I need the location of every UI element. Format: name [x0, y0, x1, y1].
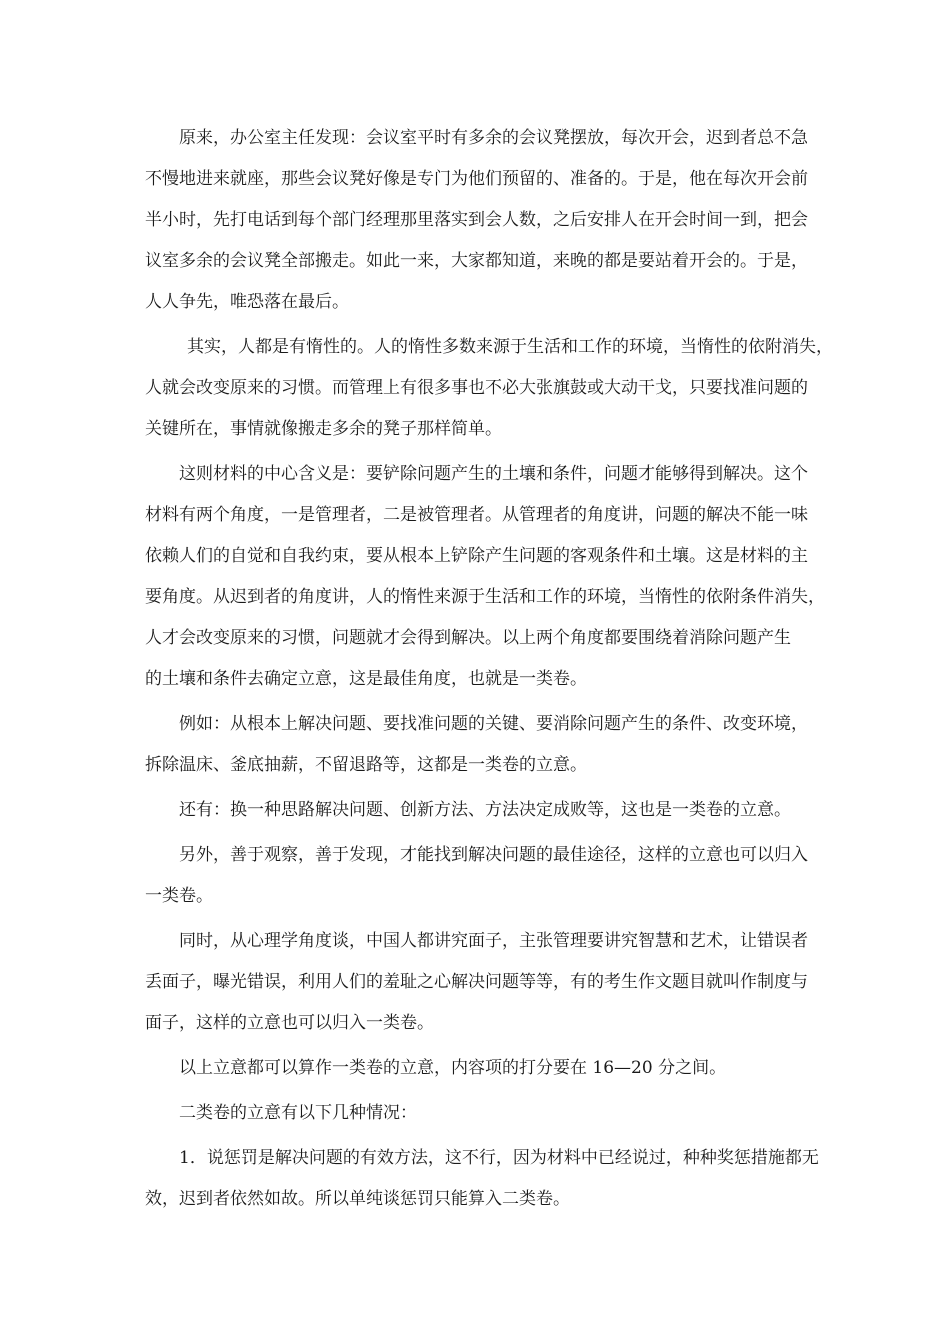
text-line: 以上立意都可以算作一类卷的立意，内容项的打分要在 16—20 分之间。: [179, 1058, 727, 1078]
text-line: 拆除温床、釜底抽薪，不留退路等，这都是一类卷的立意。: [145, 755, 587, 775]
text-line: 材料有两个角度，一是管理者，二是被管理者。从管理者的角度讲，问题的解决不能一味: [145, 505, 808, 525]
text-line: 关键所在，事情就像搬走多余的凳子那样简单。: [145, 419, 502, 439]
text-line: 丢面子，曝光错误，利用人们的羞耻之心解决问题等等，有的考生作文题目就叫作制度与: [145, 972, 808, 992]
paragraph: [145, 790, 825, 831]
text-line: 的土壤和条件去确定立意，这是最佳角度，也就是一类卷。: [145, 669, 587, 689]
text-line: 例如：从根本上解决问题、要找准问题的关键、要消除问题产生的条件、改变环境，: [179, 714, 808, 734]
text-line: 还有：换一种思路解决问题、创新方法、方法决定成败等，这也是一类卷的立意。: [179, 800, 791, 820]
text-line: 面子，这样的立意也可以归入一类卷。: [145, 1013, 434, 1033]
text-line: 不慢地进来就座，那些会议凳好像是专门为他们预留的、准备的。于是，他在每次开会前: [145, 169, 808, 189]
paragraph: [145, 1048, 825, 1089]
text-line: 人人争先，唯恐落在最后。: [145, 292, 349, 312]
text-line: 一类卷。: [145, 886, 213, 906]
paragraph: [145, 835, 825, 917]
text-line: 议室多余的会议凳全部搬走。如此一来，大家都知道，来晚的都是要站着开会的。于是，: [145, 251, 808, 271]
text-line: 这则材料的中心含义是：要铲除问题产生的土壤和条件，问题才能够得到解决。这个: [179, 464, 808, 484]
paragraph: [145, 921, 825, 1044]
paragraph: [145, 1138, 825, 1220]
text-line: 人就会改变原来的习惯。而管理上有很多事也不必大张旗鼓或大动干戈，只要找准问题的: [145, 378, 808, 398]
text-line: 原来，办公室主任发现：会议室平时有多余的会议凳摆放，每次开会，迟到者总不急: [179, 128, 808, 148]
paragraph: [145, 327, 833, 450]
text-line: 依赖人们的自觉和自我约束，要从根本上铲除产生问题的客观条件和土壤。这是材料的主: [145, 546, 808, 566]
paragraph: [145, 1093, 825, 1134]
paragraph: [145, 454, 825, 700]
text-line: 1．说惩罚是解决问题的有效方法，这不行，因为材料中已经说过，种种奖惩措施都无: [179, 1148, 819, 1168]
document-body: [145, 118, 833, 1224]
text-line: 同时，从心理学角度谈，中国人都讲究面子，主张管理要讲究智慧和艺术，让错误者: [179, 931, 808, 951]
paragraph: [145, 118, 825, 323]
text-line: 二类卷的立意有以下几种情况：: [179, 1103, 417, 1123]
paragraph: [145, 704, 825, 786]
text-line: 另外，善于观察，善于发现，才能找到解决问题的最佳途径，这样的立意也可以归入: [179, 845, 808, 865]
text-line: 要角度。从迟到者的角度讲，人的惰性来源于生活和工作的环境，当惰性的依附条件消失，: [145, 587, 825, 607]
text-line: 半小时，先打电话到每个部门经理那里落实到会人数，之后安排人在开会时间一到，把会: [145, 210, 808, 230]
text-line: 人才会改变原来的习惯，问题就才会得到解决。以上两个角度都要围绕着消除问题产生: [145, 628, 791, 648]
text-line: 效，迟到者依然如故。所以单纯谈惩罚只能算入二类卷。: [145, 1189, 570, 1209]
text-line: 其实，人都是有惰性的。人的惰性多数来源于生活和工作的环境，当惰性的依附消失，: [187, 337, 833, 357]
